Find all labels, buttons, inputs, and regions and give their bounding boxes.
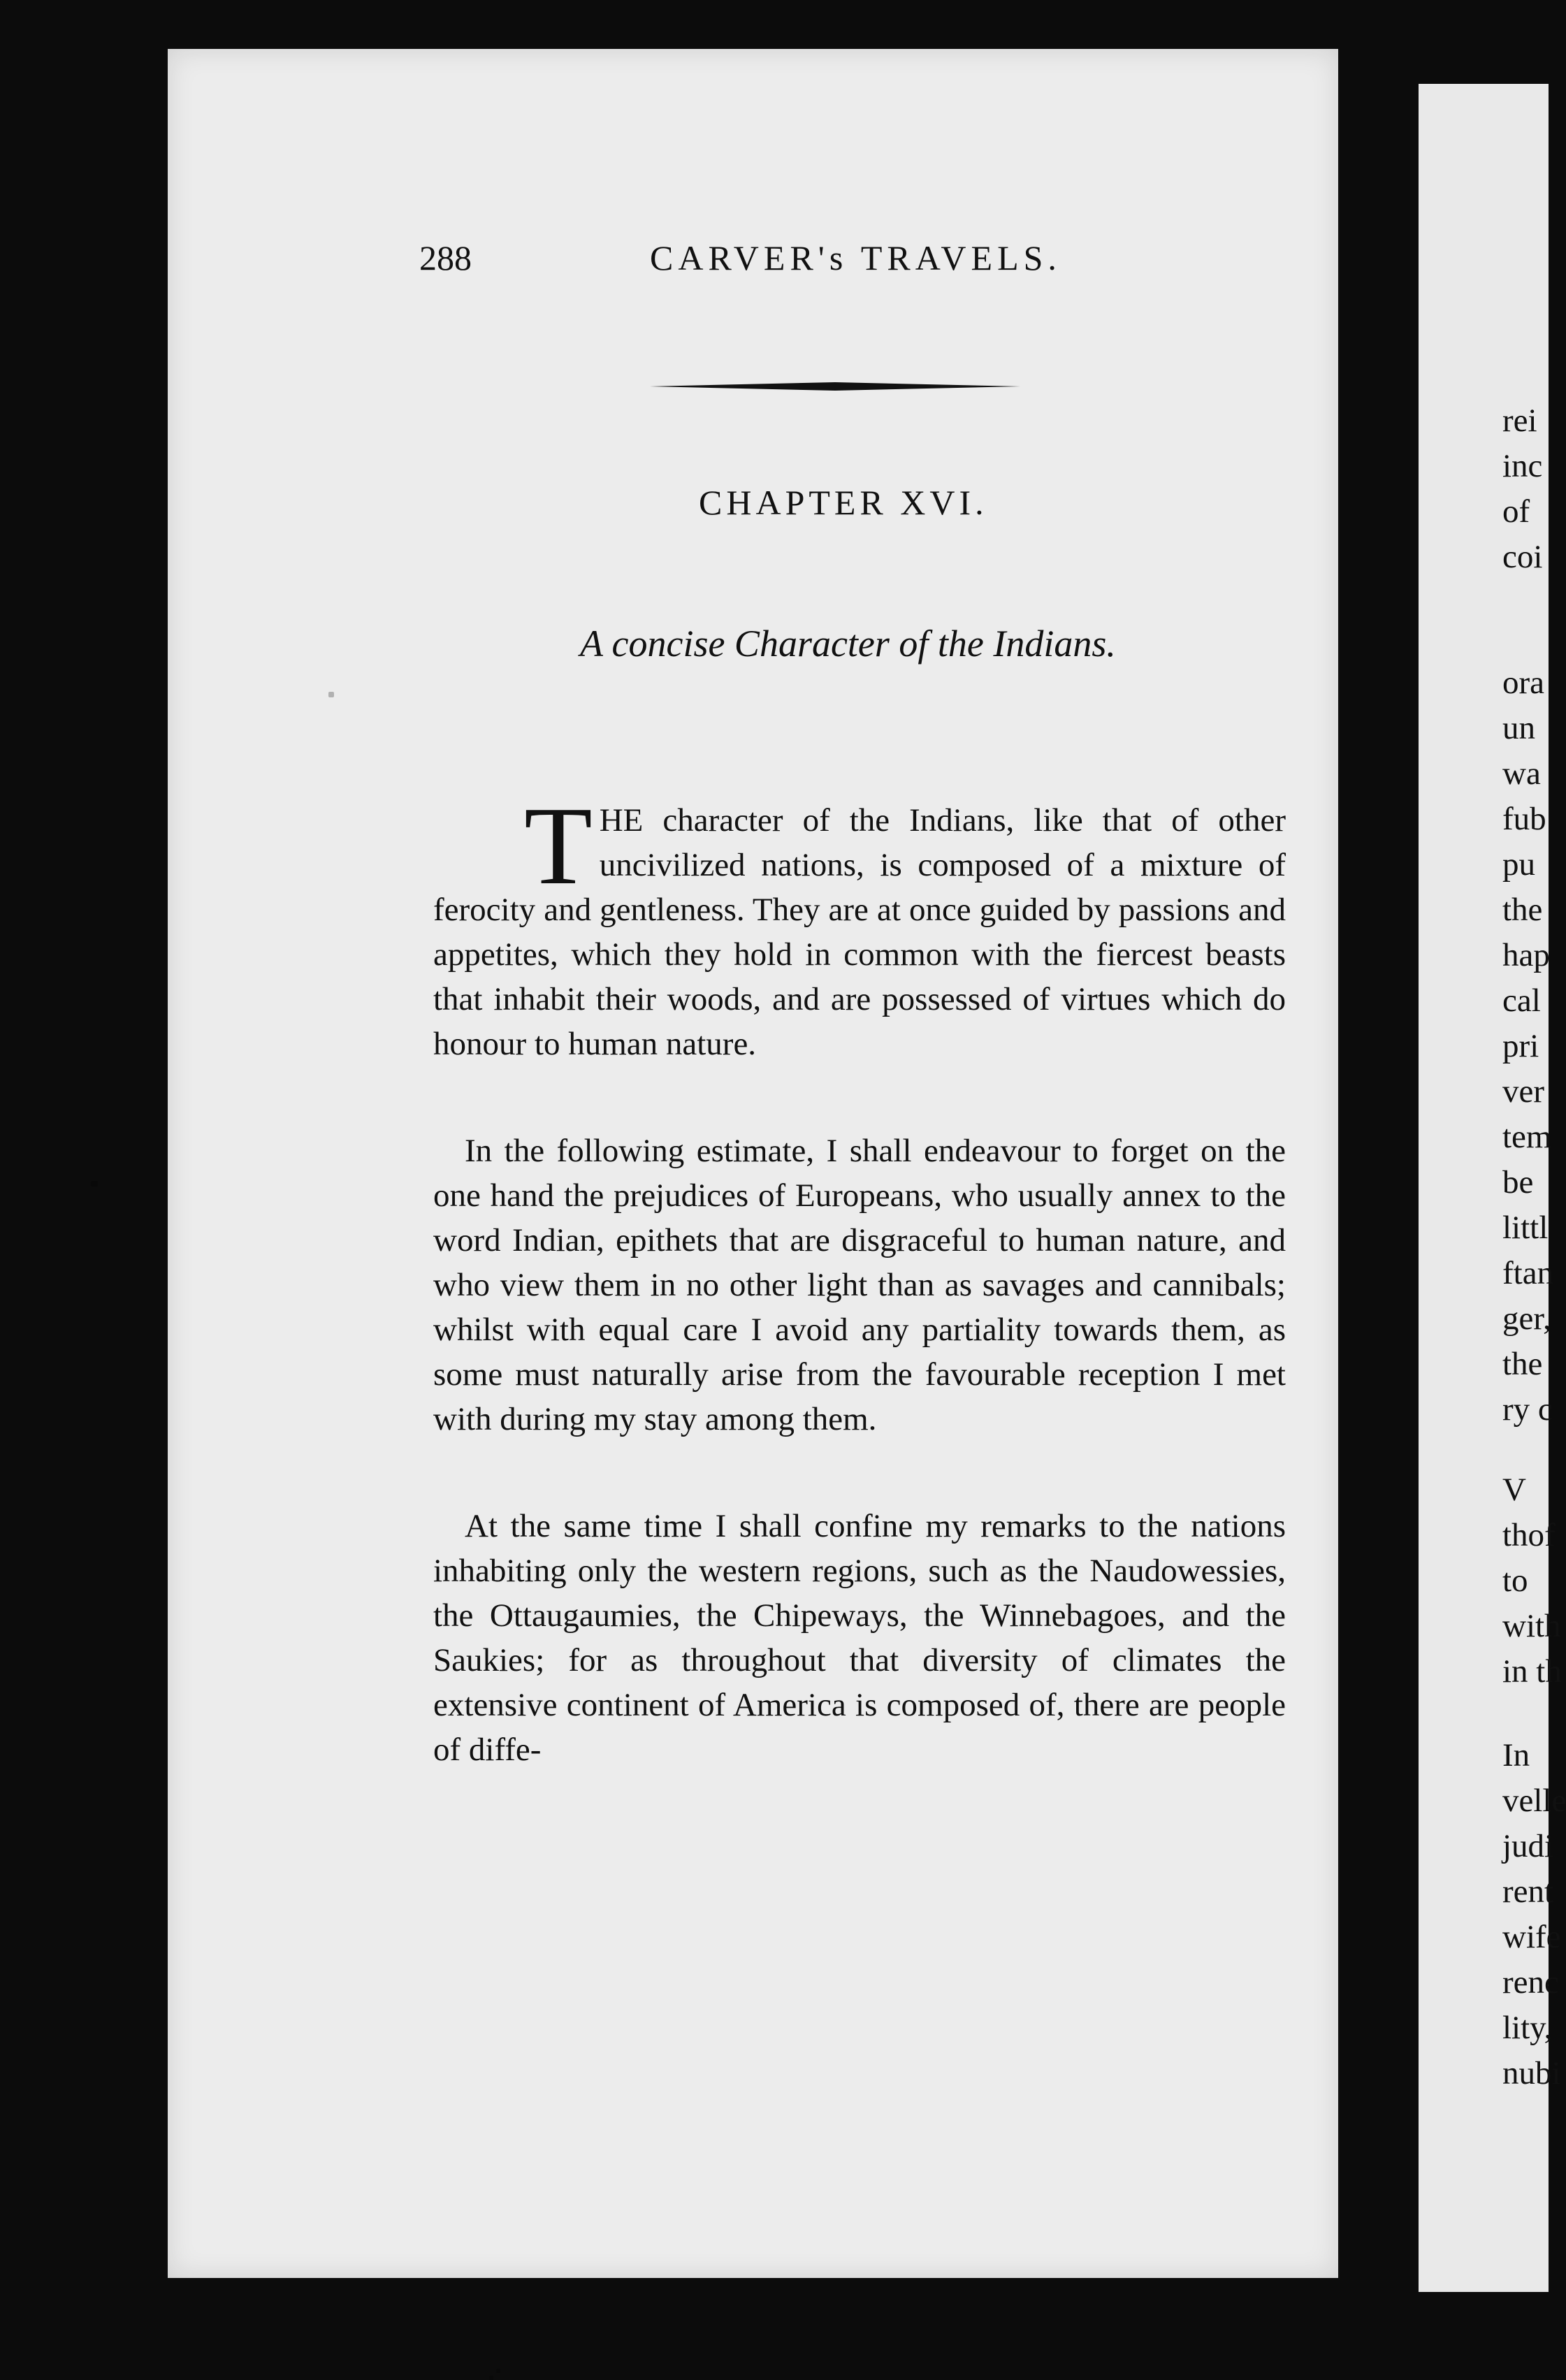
right-page-line: of (1502, 493, 1530, 530)
right-page-line: V (1502, 1472, 1526, 1508)
right-page-line: inc (1502, 448, 1543, 484)
scan-speck (91, 1181, 98, 1187)
right-page-line: the (1502, 1346, 1543, 1382)
right-page-line: tem (1502, 1119, 1552, 1155)
page-header (419, 238, 1258, 286)
right-page-line: the (1502, 892, 1543, 928)
paragraph-3: At the same time I shall confine my remarks to the nations inhabiting only the western regions, such as the Naudowessies, the Ottaugaumies, the Chipeways, the Winnebagoes, and the Saukies; for as throughout that diversity of climates the extensive continent of America is composed of, there are people of diffe- (433, 1508, 1286, 1768)
paragraph-1-text: HE character of the Indians, like that of other uncivilized nations, is composed of a mixture of ferocity and gentleness. They are at once guided by passions and appetites, which they hold in common with the fiercest beasts that inhabit their woods, and are possessed of virtues which do honour to human nature. (433, 802, 1286, 1062)
right-page-line: ver (1502, 1073, 1545, 1110)
right-page-line: pu (1502, 846, 1535, 883)
right-page-line: lity, (1502, 2010, 1553, 2046)
right-page-line: fub (1502, 801, 1546, 837)
right-page-line: wa (1502, 755, 1541, 792)
right-page-line: be (1502, 1164, 1534, 1200)
right-page-line: nubi (1502, 2055, 1561, 2091)
right-page-line: to (1502, 1562, 1528, 1599)
right-page-line: coi (1502, 539, 1543, 575)
right-page-line: littl (1502, 1210, 1549, 1246)
right-page-line: cal (1502, 982, 1541, 1019)
right-page-line: ger, (1502, 1300, 1551, 1337)
right-page (1419, 84, 1566, 2292)
right-page-line: wife (1502, 1919, 1561, 1955)
right-page-line: velle (1502, 1783, 1566, 1819)
right-page-line: pri (1502, 1028, 1539, 1064)
chapter-subtitle: A concise Character of the Indians. (580, 623, 1116, 665)
right-page-line: ora (1502, 665, 1545, 701)
right-page-line: ftan (1502, 1255, 1554, 1291)
running-title: CARVER's TRAVELS. (650, 238, 1061, 277)
right-page-line: in th (1502, 1653, 1562, 1690)
paragraph-1 (433, 783, 1286, 1066)
right-page-line: rent (1502, 1873, 1554, 1910)
right-page-line: rei (1502, 402, 1537, 439)
scan-speck (496, 2369, 500, 2373)
right-page-line: hap (1502, 937, 1550, 973)
right-page-line: ry c (1502, 1391, 1553, 1428)
right-page-line: In (1502, 1737, 1530, 1773)
right-page-line: judi (1502, 1828, 1554, 1864)
scan-speck (328, 692, 334, 697)
ornamental-rule (650, 381, 1020, 392)
page-number: 288 (419, 238, 472, 277)
right-page-line: renc (1502, 1964, 1559, 2001)
right-page-line: with (1502, 1608, 1561, 1644)
right-page-line: thof (1502, 1517, 1556, 1553)
right-page-line: un (1502, 710, 1535, 746)
paragraph-2: In the following estimate, I shall endeavour to forget on the one hand the prejudices of Europeans, who usually annex to the word Indian, epithets that are disgraceful to human nature, and who view them in no other light than as savages and cannibals; whilst with equal care I avoid any partiality towards them, as some must naturally arise from the favourable reception I met with during my stay among them. (433, 1133, 1286, 1437)
scan-speck (489, 2376, 493, 2380)
chapter-heading: CHAPTER XVI. (699, 483, 988, 522)
drop-cap: T (524, 783, 593, 908)
